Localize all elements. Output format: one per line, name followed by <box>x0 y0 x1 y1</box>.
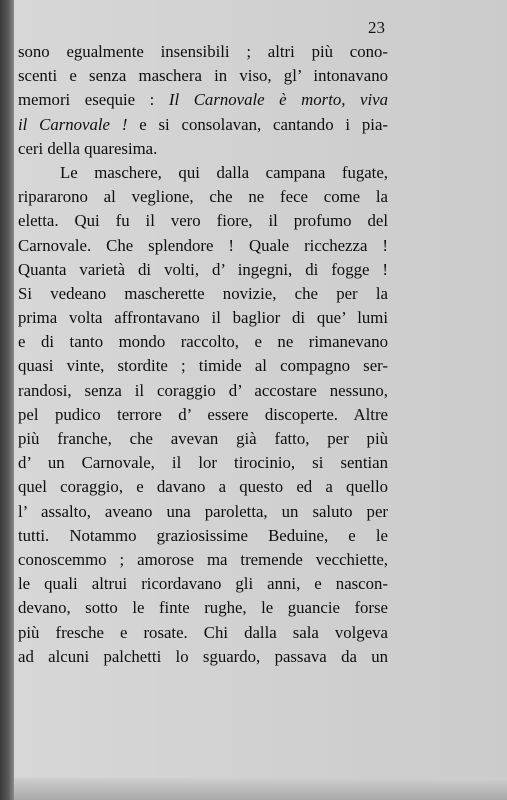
text-line: d’ un Carnovale, il lor tirocinio, si sentian <box>18 453 388 473</box>
text-line: Si vedeano mascherette novizie, che per la <box>18 283 388 303</box>
text-line: quel coraggio, e davano a questo ed a quello <box>18 477 388 497</box>
text-line: randosi, senza il coraggio d’ accostare nessuno, <box>18 380 388 400</box>
text-line: ad alcuni palchetti lo sguardo, passava da un <box>18 646 388 666</box>
text-line: scenti e senza maschera in viso, gl’ intonavano <box>18 66 388 86</box>
text-line: l’ assalto, aveano una paroletta, un saluto per <box>18 501 388 521</box>
text-line: le quali altrui ricordavano gli anni, e nascon- <box>18 574 388 594</box>
text-line: prima volta affrontavano il baglior di que’ lumi <box>18 308 388 328</box>
text-line: memori esequie : Il Carnovale è morto, viva <box>18 90 388 110</box>
text-line: Le maschere, qui dalla campana fugate, <box>60 162 388 182</box>
text-line: più fresche e rosate. Chi dalla sala volgeva <box>18 622 388 642</box>
page-bottom-edge <box>14 778 507 800</box>
text-line: quasi vinte, stordite ; timide al compagno ser- <box>18 356 388 376</box>
text-line: sono egualmente insensibili ; altri più cono- <box>18 42 388 61</box>
text-line: ripararono al veglione, che ne fece come la <box>18 187 388 207</box>
italic-text: Il Carnovale è morto, viva <box>168 90 388 110</box>
text-line: conoscemmo ; amorose ma tremende vecchiette, <box>18 549 388 569</box>
text-line: e di tanto mondo raccolto, e ne rimanevano <box>18 332 388 352</box>
text-line: ceri della quaresima. <box>18 138 158 158</box>
binding-edge <box>0 0 14 800</box>
text-line: Carnovale. Che splendore ! Quale ricchezza ! <box>18 235 388 255</box>
body-text <box>18 40 388 669</box>
text-line: tutti. Notammo graziosissime Beduine, e le <box>18 525 388 545</box>
text-line: pel pudico terrore d’ essere discoperte. Altre <box>18 404 388 424</box>
text-line: devano, sotto le finte rughe, le guancie forse <box>18 598 388 618</box>
text-line: eletta. Qui fu il vero fiore, il profumo del <box>18 211 388 231</box>
text-line: il Carnovale ! e si consolavan, cantando i pia- <box>18 114 388 134</box>
page-number: 23 <box>368 18 385 37</box>
text-line: Quanta varietà di volti, d’ ingegni, di fogge ! <box>18 259 388 279</box>
text-line: più franche, che avevan già fatto, per più <box>18 429 388 448</box>
italic-text: il Carnovale ! <box>18 114 128 134</box>
